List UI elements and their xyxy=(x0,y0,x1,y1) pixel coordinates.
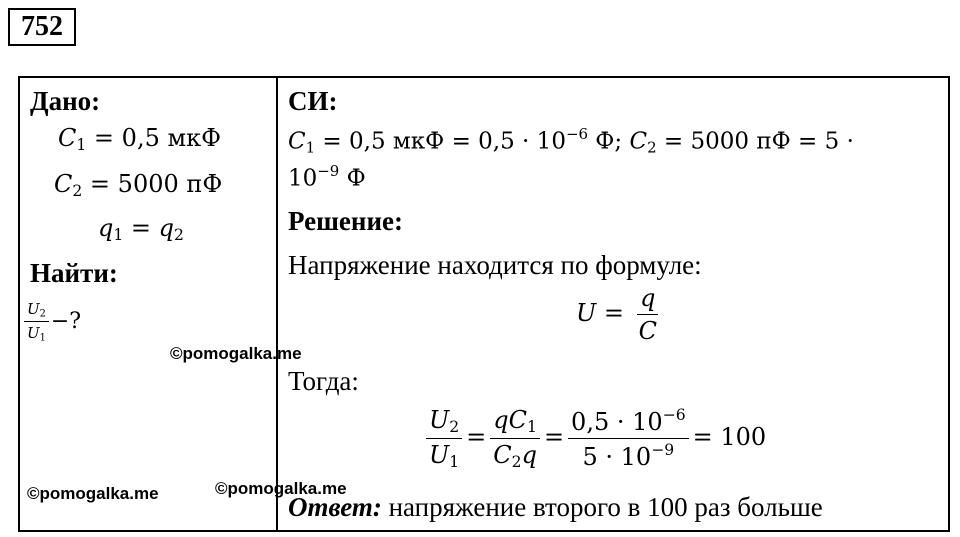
si-line2-unit: Ф xyxy=(339,165,366,192)
solution-intro: Напряжение находится по формуле: xyxy=(288,250,702,280)
result-den-exp: −9 xyxy=(651,441,675,460)
watermark: ©pomogalka.me xyxy=(27,484,159,503)
result-value: = 100 xyxy=(692,423,767,452)
formula-result: $\frac{U_2}{U_1}$ = $\frac{qC_1}{C_2q}$ = $\frac{0,5 \cdot 10^{-6}}{5 \cdot 10^{-9}}$ = 100 xyxy=(422,406,766,471)
formula-u: U = $\frac{q}{C}$ xyxy=(576,284,657,345)
result-num-value: 0,5 · 10 xyxy=(571,408,663,437)
si-line2-exp: −9 xyxy=(317,162,340,180)
given-heading: Дано: xyxy=(30,86,101,116)
si-line2 xyxy=(288,162,366,192)
si-line1: $C_1 = 0,5$ мкФ = $0,5 \cdot 10^{-6}$ Ф; $C_2 = 5000$ пФ = 5 · xyxy=(288,125,854,157)
watermark: ©pomogalka.me xyxy=(170,344,302,363)
given-q-equal: $q_1 = q_2$ xyxy=(98,214,184,244)
si-line2-base: 10 xyxy=(288,165,318,192)
column-divider xyxy=(276,76,278,532)
given-c1: $C_1 = 0,5$ мкФ xyxy=(58,124,222,154)
si-c2-expr: 5000 пФ = 5 · xyxy=(690,128,854,155)
find-ratio: $\frac{U_2}{U_1}$ −? xyxy=(24,300,81,344)
solution-then: Тогда: xyxy=(288,366,359,396)
given-c2: $C_2 = 5000$ пФ xyxy=(54,170,223,200)
answer-text: напряжение второго в 100 раз больше xyxy=(381,492,823,522)
answer-line xyxy=(288,492,823,523)
si-c1-exp: −6 xyxy=(565,125,588,143)
si-sep: Ф; xyxy=(587,128,630,155)
given-c1-value: 0,5 мкФ xyxy=(121,124,222,152)
si-heading: СИ: xyxy=(288,86,338,116)
watermark: ©pomogalka.me xyxy=(215,479,347,498)
problem-number: 752 xyxy=(8,8,76,46)
given-c2-value: 5000 пФ xyxy=(117,170,223,198)
solution-heading: Решение: xyxy=(288,206,403,236)
answer-label: Ответ: xyxy=(288,492,382,522)
find-suffix: −? xyxy=(50,308,82,334)
find-heading: Найти: xyxy=(30,258,118,288)
result-den-value: 5 · 10 xyxy=(582,443,652,472)
result-num-exp: −6 xyxy=(662,406,686,424)
si-c1-expr: 0,5 мкФ = 0,5 · 10 xyxy=(349,128,566,155)
